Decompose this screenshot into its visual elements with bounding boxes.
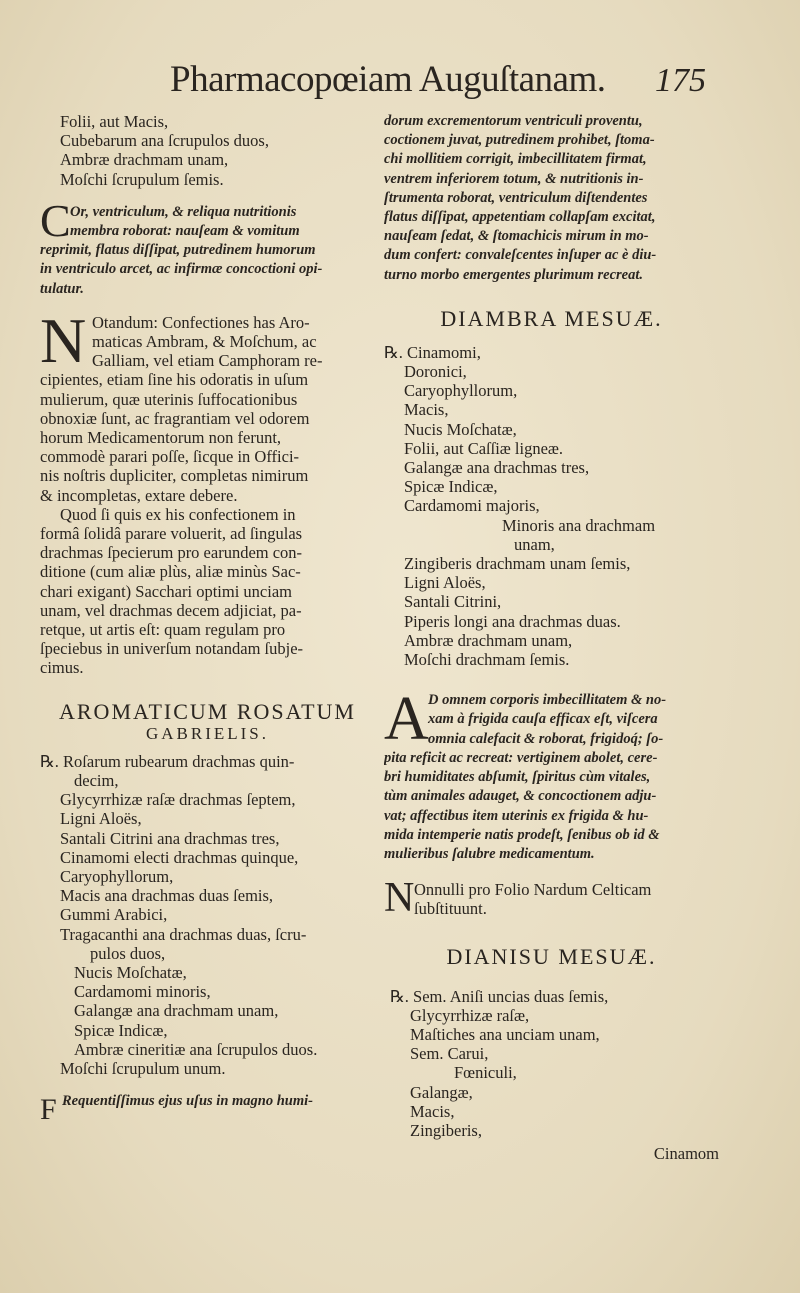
cor-paragraph (40, 194, 375, 299)
left-column (40, 112, 375, 1127)
nonnulli-paragraph (384, 875, 719, 922)
text-line: Onnulli pro Folio Nardum Celticam (414, 880, 652, 900)
recipe-line: Gummi Arabici, (60, 905, 168, 925)
recipe-line: Piperis longi ana drachmas duas. (404, 611, 621, 631)
text-line: dum confert: convaleſcentes inſuper ac è diu- (384, 247, 657, 264)
text-line: ſubſtituunt. (414, 899, 487, 919)
top-ingredient-list (40, 112, 375, 189)
text-line: tulatur. (40, 280, 84, 297)
recipe-line: Cardamomi minoris, (74, 982, 211, 1002)
drop-cap: A (384, 685, 429, 754)
text-line: nauſeam ſedat, & ſtomachicis mirum in mo- (384, 228, 649, 245)
section-subheading: GABRIELIS. (145, 723, 270, 743)
text-line: & incompletas, extare debere. (40, 485, 238, 505)
text-line: drachmas ſpecierum pro earundem con- (40, 543, 303, 563)
recipe-line: Glycyrrhizæ raſæ, (410, 1005, 530, 1025)
text-line: coctionem juvat, putredinem prohibet, ſtoma- (384, 132, 655, 149)
recipe-line: Caryophyllorum, (404, 381, 518, 401)
text-line: Or, ventriculum, & reliqua nutritionis (70, 203, 297, 220)
recipe-line: Macis, (410, 1101, 455, 1121)
recipe-line: Fœniculi, (454, 1063, 517, 1083)
text-line: nis noſtris dupliciter, completas nimirum (40, 466, 309, 486)
list-item: Ambræ drachmam unam, (60, 150, 229, 170)
text-line: omnia calefacit & roborat, frigidoq́; ſo- (428, 730, 664, 747)
text-line: pita reficit ac recreat: vertiginem abolet, cere- (384, 749, 658, 766)
recipe-list (384, 987, 719, 1141)
text-line: maticas Ambram, & Moſchum, ac (92, 332, 317, 352)
text-line: vat; affectibus item uterinis ex frigida & hu- (384, 807, 649, 824)
text-line: retque, ut artis eſt: quam regulam pro (40, 620, 286, 640)
ad-paragraph (384, 685, 719, 864)
section-heading: DIAMBRA MESUÆ. (440, 305, 663, 331)
recipe-line: Tragacanthi ana drachmas duas, ſcru- (60, 924, 307, 944)
recipe-line: Santali Citrini ana drachmas tres, (60, 828, 280, 848)
recipe-line: ℞. Sem. Aniſi uncias duas ſemis, (390, 986, 609, 1006)
text-line: chari exigant) Sacchari optimi unciam (40, 581, 292, 601)
text-line: Requentiſſimus ejus uſus in magno humi- (62, 1093, 313, 1110)
recipe-line: Zingiberis drachmam unam ſemis, (404, 554, 631, 574)
text-line: Otandum: Confectiones has Aro- (92, 312, 310, 332)
recipe-line: Moſchi ſcrupulum unum. (60, 1058, 226, 1078)
section-heading: DIANISU MESUÆ. (446, 943, 657, 969)
recipe-line: Galangæ ana drachmas tres, (404, 458, 590, 478)
recipe-line: decim, (74, 770, 119, 790)
recipe-line: ℞. Roſarum rubearum drachmas quin- (40, 751, 295, 771)
page-number: 175 (655, 62, 706, 99)
recipe-line: Cinamomi electi drachmas quinque, (60, 847, 299, 867)
recipe-line: Spicæ Indicæ, (74, 1020, 168, 1040)
text-line: mida intemperie natis prodeſt, ſenibus ob id & (384, 826, 660, 843)
recipe-line: Minoris ana drachmam (502, 515, 656, 535)
drop-cap: N (384, 875, 415, 922)
recipe-line: Macis ana drachmas duas ſemis, (60, 886, 274, 906)
recipe-line: Folii, aut Caſſiæ ligneæ. (404, 438, 564, 458)
recipe-line: Zingiberis, (410, 1120, 482, 1140)
recipe-line: Ligni Aloës, (404, 573, 486, 593)
catchword: Cinamom (653, 1144, 719, 1164)
list-item: Moſchi ſcrupulum ſemis. (60, 169, 224, 189)
list-item: Folii, aut Macis, (60, 112, 169, 131)
recipe-line: Galangæ, (410, 1082, 473, 1102)
recipe-line: Moſchi drachmam ſemis. (404, 650, 570, 670)
text-line: obnoxiæ ſunt, ac fragrantiam vel odorem (40, 408, 310, 428)
text-line: ventrem inferiorem totum, & nutritionis in- (384, 170, 644, 187)
text-line: in ventriculo arcet, ac infirmæ concoctioni opi- (40, 261, 323, 278)
recipe-line: pulos duos, (90, 943, 166, 963)
drop-cap: C (40, 194, 71, 246)
recipe-line: Glycyrrhizæ raſæ drachmas ſeptem, (60, 790, 296, 810)
recipe-line: Macis, (404, 400, 449, 420)
text-line: xam à frigida cauſa efficax eſt, viſcera (428, 711, 658, 728)
recipe-line: Nucis Moſchatæ, (74, 962, 187, 982)
recipe-line: Maſtiches ana unciam unam, (410, 1024, 600, 1044)
text-line: cipientes, etiam ſine his odoratis in uſum (40, 370, 309, 390)
text-line: Galliam, vel etiam Camphoram re- (92, 351, 323, 371)
recipe-list (384, 343, 719, 669)
text-line: ditione (cum aliæ plùs, aliæ minùs Sac- (40, 562, 301, 582)
text-line: commodè parari poſſe, ſicque in Offici- (40, 447, 300, 467)
recipe-line: Ambræ cineritiæ ana ſcrupulos duos. (74, 1039, 318, 1059)
drop-cap: F (40, 1093, 57, 1127)
text-line: ſpeciebus in univerſum notandam ſubje- (40, 639, 304, 659)
quod-paragraph (40, 505, 375, 678)
text-line: Quod ſi quis ex his confectionem in (60, 504, 296, 524)
text-line: bri humiditates abſumit, ſpiritus cùm vitales, (384, 769, 651, 786)
text-line: mulierum, quæ uterinis ſuffocationibus (40, 389, 298, 409)
text-line: reprimit, flatus diſſipat, putredinem humorum (40, 242, 316, 259)
text-line: dorum excrementorum ventriculi proventu, (384, 113, 643, 129)
text-line: ſtrumenta roborat, ventriculum diſtendentes (384, 189, 648, 206)
text-line: tùm animales adauget, & concoctionem adju- (384, 788, 657, 805)
drop-cap: N (40, 304, 87, 376)
running-head: Pharmacopœiam Auguſtanam. (170, 59, 606, 100)
recipe-line: Spicæ Indicæ, (404, 477, 498, 497)
text-line: mulieribus ſalubre medicamentum. (384, 845, 595, 862)
recipe-line: Caryophyllorum, (60, 866, 174, 886)
recipe-line: Nucis Moſchatæ, (404, 419, 517, 439)
recipe-line: Ligni Aloës, (60, 809, 142, 829)
recipe-line: unam, (514, 534, 555, 554)
text-line: formâ ſolidâ parare voluerit, ad ſingulas (40, 524, 303, 544)
text-line: cimus. (40, 658, 84, 678)
right-column (384, 112, 719, 1163)
notandum-paragraph (40, 304, 375, 505)
recipe-list (40, 752, 375, 1078)
text-line: membra roborat: nauſeam & vomitum (70, 223, 300, 240)
recipe-line: Doronici, (404, 362, 467, 382)
list-item: Cubebarum ana ſcrupulos duos, (60, 131, 269, 151)
text-line: turno morbo emergentes plurimum recreat. (384, 266, 644, 283)
text-line: unam, vel drachmas decem adjiciat, pa- (40, 600, 302, 620)
recipe-line: Cardamomi majoris, (404, 496, 540, 516)
frequentissimus-paragraph (40, 1092, 375, 1127)
continued-paragraph (384, 112, 719, 285)
text-line: flatus diſſipat, appetentiam collapſam excitat, (384, 209, 656, 226)
recipe-line: Sem. Carui, (410, 1044, 489, 1064)
recipe-line: ℞. Cinamomi, (384, 342, 481, 362)
section-heading: AROMATICUM ROSATUM (59, 698, 356, 724)
text-line: horum Medicamentorum non ferunt, (40, 428, 282, 448)
recipe-line: Ambræ drachmam unam, (404, 630, 573, 650)
recipe-line: Santali Citrini, (404, 592, 502, 612)
text-line: chi mollitiem corrigit, imbecillitatem firmat, (384, 151, 647, 168)
recipe-line: Galangæ ana drachmam unam, (74, 1001, 279, 1021)
text-line: D omnem corporis imbecillitatem & no- (428, 692, 667, 709)
